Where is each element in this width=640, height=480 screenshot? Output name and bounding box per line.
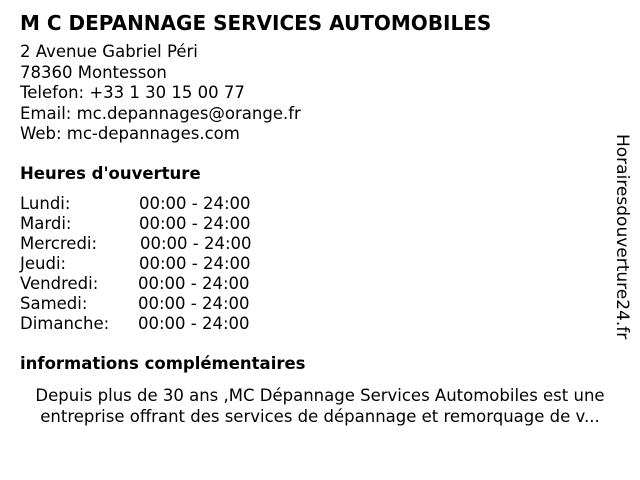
hours-row-wednesday [20, 234, 280, 254]
hours-row-sunday [20, 314, 280, 334]
day-label: Vendredi: [20, 274, 99, 293]
time-range: 00:00 - 24:00 [139, 194, 251, 213]
email-line: Email: mc.depannages@orange.fr [20, 103, 301, 123]
time-range: 00:00 - 24:00 [139, 214, 251, 233]
day-label: Mardi: [20, 214, 72, 233]
time-range: 00:00 - 24:00 [138, 294, 250, 313]
brand-watermark: Horairesdouverture24.fr [612, 134, 632, 340]
city-postcode: 78360 Montesson [20, 62, 167, 82]
opening-hours-heading: Heures d'ouverture [20, 164, 201, 183]
info-line-2: entreprise offrant des services de dépannage et remorquage de v... [40, 407, 600, 426]
additional-info-heading: informations complémentaires [20, 354, 306, 373]
hours-row-thursday [20, 254, 280, 274]
phone-line: Telefon: +33 1 30 15 00 77 [20, 83, 245, 102]
hours-row-monday [20, 194, 280, 214]
web-line: Web: mc-depannages.com [20, 124, 240, 143]
hours-row-tuesday [20, 214, 280, 234]
time-range: 00:00 - 24:00 [139, 254, 251, 273]
additional-info-text [20, 385, 620, 427]
day-label: Jeudi: [20, 254, 67, 273]
time-range: 00:00 - 24:00 [138, 314, 250, 333]
hours-row-saturday [20, 294, 280, 314]
street-address: 2 Avenue Gabriel Péri [20, 42, 198, 61]
business-contact [20, 42, 301, 145]
opening-hours-table [20, 194, 280, 334]
business-name: M C DEPANNAGE SERVICES AUTOMOBILES [20, 11, 492, 35]
day-label: Mercredi: [20, 234, 98, 253]
hours-row-friday [20, 274, 280, 294]
day-label: Lundi: [20, 194, 71, 213]
time-range: 00:00 - 24:00 [140, 234, 252, 253]
info-line-1: Depuis plus de 30 ans ,MC Dépannage Services Automobiles est une [35, 386, 605, 405]
time-range: 00:00 - 24:00 [138, 274, 250, 293]
day-label: Dimanche: [20, 314, 110, 333]
day-label: Samedi: [20, 294, 88, 313]
